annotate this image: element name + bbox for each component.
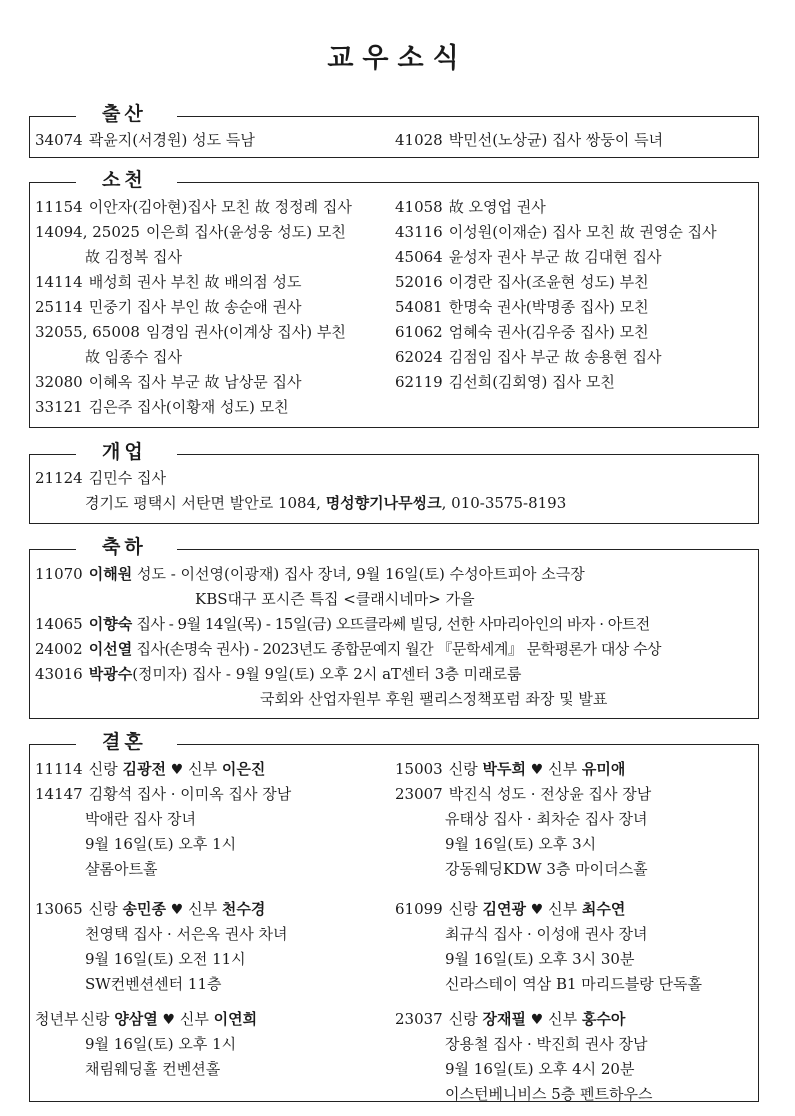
list-item <box>35 245 352 270</box>
wedding-entry <box>395 1007 652 1107</box>
section-title: 결혼 <box>76 729 177 755</box>
business-address: 경기도 평택시 서탄면 발안로 1084, <box>85 494 321 512</box>
wedding-venue: 이스턴베니비스 5층 펜트하우스 <box>445 1085 653 1103</box>
list-item <box>35 612 661 637</box>
groom-label: 신랑 <box>448 760 478 778</box>
member-code: 11070 <box>35 565 83 583</box>
bride-name: 이은진 <box>221 760 266 778</box>
list-item <box>35 662 661 687</box>
wedding-time: 9월 16일(토) 오후 1시 <box>85 1035 237 1053</box>
page-title: 교우소식 <box>327 43 468 74</box>
item-text: 배성희 권사 부친 故 배의점 성도 <box>88 273 302 291</box>
wedding-time: 9월 16일(토) 오후 1시 <box>85 835 237 853</box>
list-item <box>395 195 717 220</box>
death-section <box>29 169 759 428</box>
member-name: 김민수 집사 <box>88 469 166 487</box>
member-code: 14094, 25025 <box>35 223 140 241</box>
member-code: 23037 <box>395 1010 443 1028</box>
wedding-venue: 샬롬아트홀 <box>85 860 158 878</box>
member-code: 14065 <box>35 615 83 633</box>
item-text: 故 오영업 권사 <box>448 198 546 216</box>
groom-name: 김연광 <box>482 900 526 918</box>
member-code: 61062 <box>395 323 443 341</box>
item-text: 이은희 집사(윤성웅 성도) 모친 <box>145 223 346 241</box>
list-item <box>35 587 661 612</box>
item-text: 이경란 집사(조윤현 성도) 부친 <box>448 273 649 291</box>
business-name: 명성향기나무씽크 <box>325 494 442 512</box>
list-item <box>395 245 717 270</box>
wedding-entry <box>35 757 291 882</box>
wedding-entry <box>395 757 651 882</box>
wedding-entry <box>35 897 288 997</box>
member-code: 61099 <box>395 900 443 918</box>
heart-icon: ♥ <box>530 902 544 918</box>
list-item <box>35 220 352 245</box>
member-code: 62024 <box>395 348 443 366</box>
heart-icon: ♥ <box>530 762 544 778</box>
item-text: 한명숙 권사(박명종 집사) 모친 <box>448 298 649 316</box>
member-code: 11154 <box>35 198 83 216</box>
groom-label: 신랑 <box>448 900 478 918</box>
member-name: 이해원 <box>88 565 133 583</box>
member-code: 45064 <box>395 248 443 266</box>
wedding-time: 9월 16일(토) 오전 11시 <box>85 950 246 968</box>
list-item <box>35 195 352 220</box>
groom-label: 신랑 <box>448 1010 478 1028</box>
item-text: 민중기 집사 부인 故 송순애 권사 <box>88 298 302 316</box>
section-title: 개업 <box>76 439 177 465</box>
wedding-venue: 강동웨딩KDW 3층 마이더스홀 <box>445 860 648 878</box>
list-item <box>395 295 717 320</box>
member-code: 62119 <box>395 373 443 391</box>
list-item <box>35 128 255 153</box>
member-code: 14114 <box>35 273 83 291</box>
groom-name: 장재필 <box>482 1010 526 1028</box>
family-info: 최규식 집사 · 이성애 권사 장녀 <box>445 925 648 943</box>
list-item <box>395 220 717 245</box>
groom-label: 신랑 <box>88 900 118 918</box>
section-title: 소천 <box>76 167 177 193</box>
bride-label: 신부 <box>188 900 218 918</box>
list-item <box>35 345 352 370</box>
heart-icon: ♥ <box>170 762 184 778</box>
wedding-venue: SW컨벤션센터 11층 <box>85 975 222 993</box>
member-code: 52016 <box>395 273 443 291</box>
bride-name: 이연희 <box>213 1010 258 1028</box>
birth-section <box>29 103 759 158</box>
list-item <box>35 370 352 395</box>
item-text: 김은주 집사(이황재 성도) 모친 <box>88 398 289 416</box>
list-item <box>35 320 352 345</box>
list-item <box>35 687 661 712</box>
item-text: 김선희(김회영) 집사 모친 <box>448 373 615 391</box>
bride-label: 신부 <box>188 760 218 778</box>
congrats-list <box>35 562 661 712</box>
item-text: 윤성자 권사 부군 故 김대현 집사 <box>448 248 662 266</box>
list-item <box>395 320 717 345</box>
member-code: 54081 <box>395 298 443 316</box>
family-info: 유태상 집사 · 최차순 집사 장녀 <box>445 810 648 828</box>
item-text: KBS대구 포시즌 특집 <클래시네마> 가을 <box>195 590 475 608</box>
wedding-venue: 신라스테이 역삼 B1 마리드블랑 단독홀 <box>445 975 702 993</box>
item-text: 이혜옥 집사 부군 故 남상문 집사 <box>88 373 302 391</box>
section-title: 축하 <box>76 534 177 560</box>
death-left-column <box>35 195 352 420</box>
item-text: 故 임종수 집사 <box>85 348 182 366</box>
member-code: 청년부 <box>35 1010 79 1028</box>
heart-icon: ♥ <box>530 1012 544 1028</box>
bride-label: 신부 <box>548 760 578 778</box>
member-name: 박광수 <box>88 665 133 683</box>
groom-name: 박두희 <box>482 760 526 778</box>
list-item <box>35 295 352 320</box>
item-text: 성도 - 이선영(이광재) 집사 장녀, 9월 16일(토) 수성아트피아 소극장 <box>132 565 585 583</box>
item-text: 집사 - 9월 14일(목) - 15일(금) 오뜨클라쎄 빌딩, 선한 사마리아인의 바자 · 아트전 <box>132 615 650 633</box>
list-item <box>35 637 661 662</box>
item-text: 박민선(노상균) 집사 쌍둥이 득녀 <box>448 131 664 149</box>
member-code: 41028 <box>395 131 443 149</box>
item-text: 곽윤지(서경원) 성도 득남 <box>88 131 255 149</box>
groom-name: 송민종 <box>122 900 166 918</box>
member-code: 32080 <box>35 373 83 391</box>
member-code: 43016 <box>35 665 83 683</box>
member-code: 21124 <box>35 469 83 487</box>
member-code: 41058 <box>395 198 443 216</box>
item-text: 국회와 산업자원부 후원 팰리스정책포럼 좌장 및 발표 <box>260 690 608 708</box>
family-info: 장용철 집사 · 박진희 권사 장남 <box>445 1035 648 1053</box>
heart-icon: ♥ <box>162 1012 176 1028</box>
bride-label: 신부 <box>548 900 578 918</box>
wedding-time: 9월 16일(토) 오후 3시 <box>445 835 597 853</box>
member-name: 이선열 <box>88 640 133 658</box>
member-code: 14147 <box>35 785 83 803</box>
item-text: 이안자(김아현)집사 모친 故 정정례 집사 <box>88 198 352 216</box>
member-code: 43116 <box>395 223 443 241</box>
list-item <box>35 395 352 420</box>
wedding-time: 9월 16일(토) 오후 4시 20분 <box>445 1060 635 1078</box>
list-item <box>395 370 717 395</box>
member-code: 33121 <box>35 398 83 416</box>
item-text: 김점임 집사 부군 故 송용현 집사 <box>448 348 662 366</box>
wedding-entry <box>395 897 702 997</box>
item-text: 임경임 권사(이계상 집사) 부친 <box>145 323 346 341</box>
list-item <box>35 270 352 295</box>
business-phone: , 010-3575-8193 <box>441 494 567 512</box>
bride-name: 천수경 <box>221 900 266 918</box>
groom-label: 신랑 <box>88 760 118 778</box>
bride-label: 신부 <box>179 1010 209 1028</box>
member-code: 32055, 65008 <box>35 323 140 341</box>
member-code: 25114 <box>35 298 83 316</box>
list-item <box>35 562 661 587</box>
member-code: 34074 <box>35 131 83 149</box>
item-text: 집사(손명숙 권사) - 2023년도 종합문예지 월간 『문학세계』 문학평론가 대상 수상 <box>132 640 662 658</box>
member-code: 23007 <box>395 785 443 803</box>
bride-name: 유미애 <box>581 760 626 778</box>
family-info: 김황석 집사 · 이미옥 집사 장남 <box>88 785 292 803</box>
wedding-section <box>29 731 759 1103</box>
heart-icon: ♥ <box>170 902 184 918</box>
member-code: 11114 <box>35 760 83 778</box>
family-info: 박애란 집사 장녀 <box>85 810 196 828</box>
member-code: 13065 <box>35 900 83 918</box>
item-text: (정미자) 집사 - 9월 9일(토) 오후 2시 aT센터 3층 미래로룸 <box>132 665 522 683</box>
groom-name: 김광전 <box>122 760 166 778</box>
list-item <box>395 345 717 370</box>
opening-section <box>29 441 759 524</box>
groom-name: 양삼열 <box>114 1010 158 1028</box>
list-item <box>395 128 663 153</box>
wedding-entry <box>35 1007 257 1082</box>
bride-name: 최수연 <box>581 900 626 918</box>
member-name: 이향숙 <box>88 615 133 633</box>
item-text: 故 김정복 집사 <box>85 248 182 266</box>
section-title: 출산 <box>76 101 177 127</box>
opening-entry <box>35 466 566 516</box>
family-info: 박진식 성도 · 전상윤 집사 장남 <box>448 785 652 803</box>
groom-label: 신랑 <box>80 1010 110 1028</box>
bride-label: 신부 <box>548 1010 578 1028</box>
item-text: 엄혜숙 권사(김우중 집사) 모친 <box>448 323 649 341</box>
wedding-venue: 채림웨딩홀 컨벤션홀 <box>85 1060 221 1078</box>
item-text: 이성원(이재순) 집사 모친 故 권영순 집사 <box>448 223 717 241</box>
member-code: 24002 <box>35 640 83 658</box>
congrats-section <box>29 536 759 719</box>
death-right-column <box>395 195 717 395</box>
bride-name: 홍수아 <box>581 1010 626 1028</box>
list-item <box>395 270 717 295</box>
member-code: 15003 <box>395 760 443 778</box>
wedding-time: 9월 16일(토) 오후 3시 30분 <box>445 950 635 968</box>
family-info: 천영택 집사 · 서은옥 권사 차녀 <box>85 925 288 943</box>
